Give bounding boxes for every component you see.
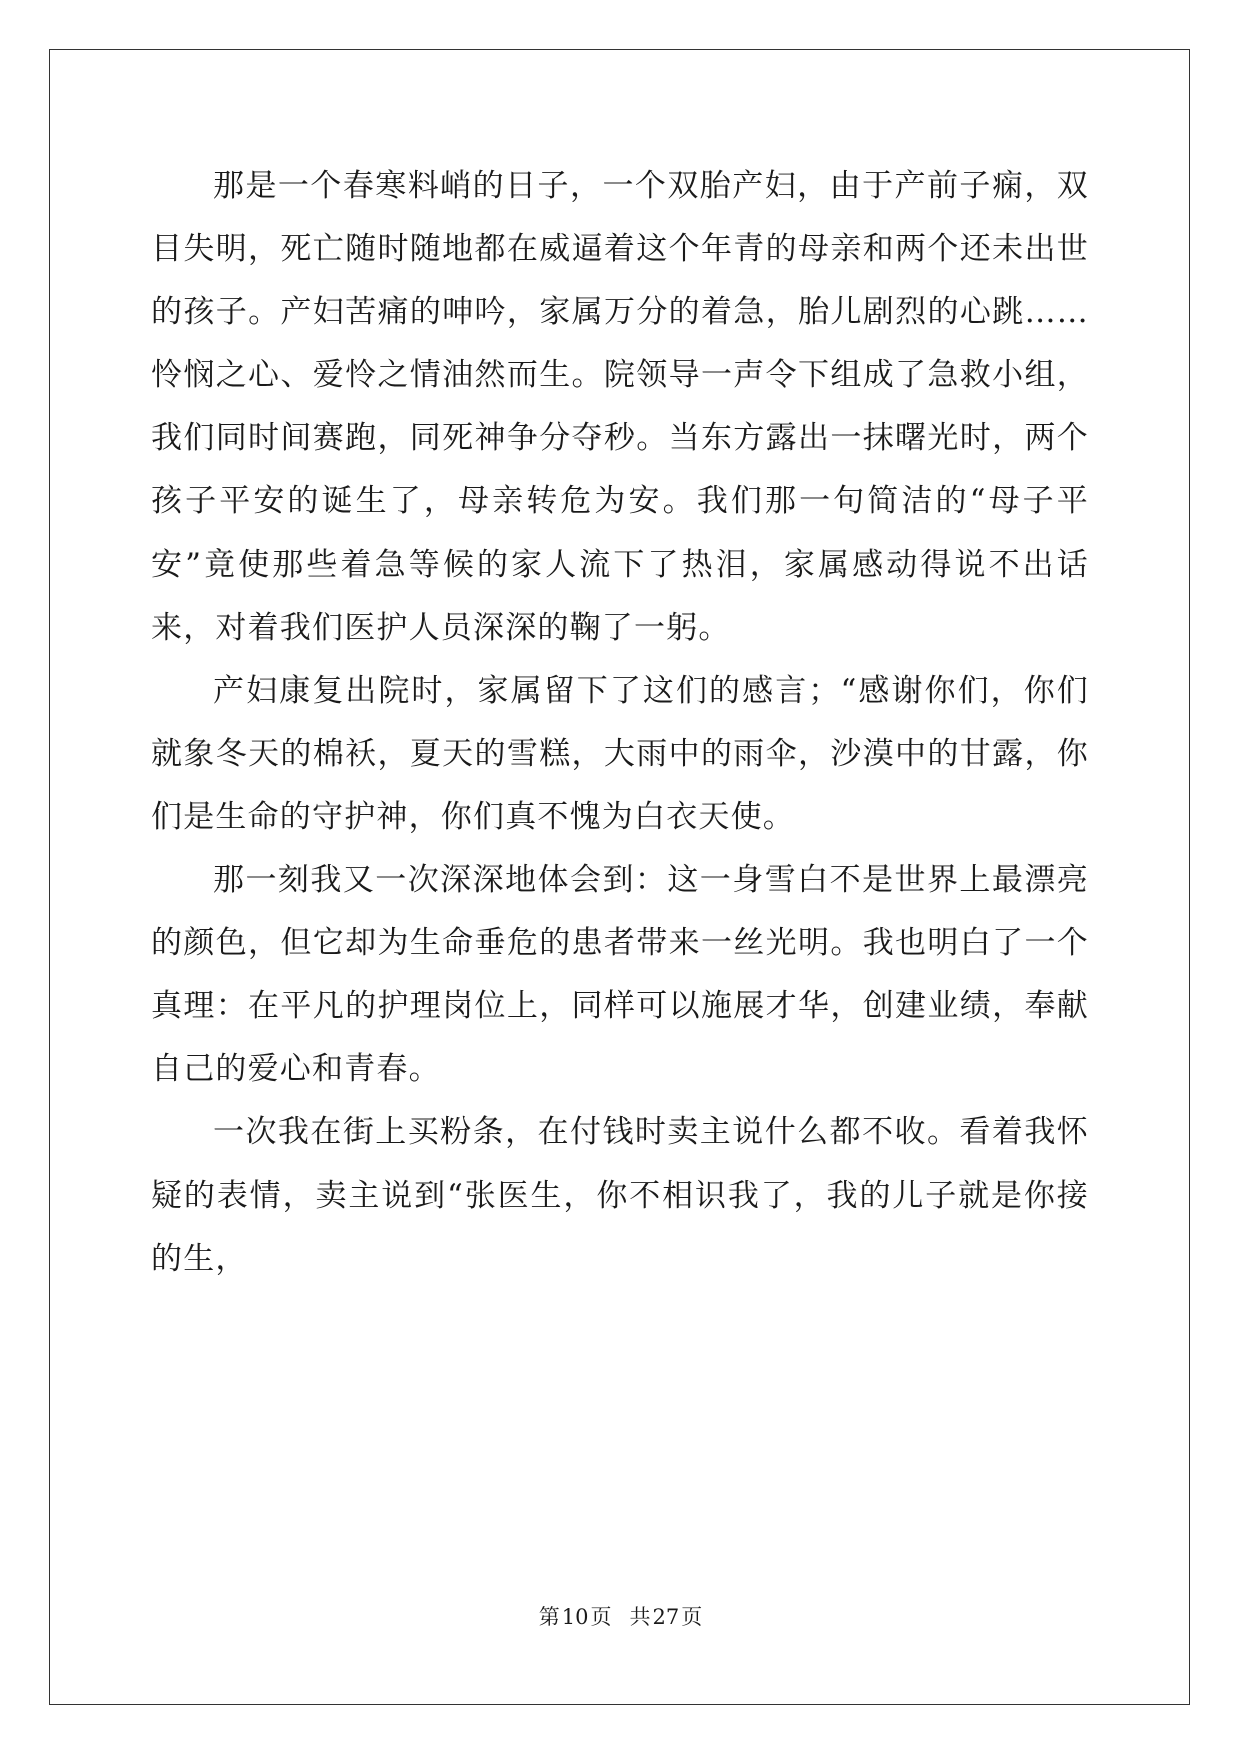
- paragraph-3: 那一刻我又一次深深地体会到：这一身雪白不是世界上最漂亮的颜色，但它却为生命垂危的患者带来一丝光明。我也明白了一个真理：在平凡的护理岗位上，同样可以施展才华，创建业绩，奉献自己的爱心和青春。: [151, 862, 1089, 1088]
- total-prefix: 共: [629, 1605, 651, 1629]
- page-number: 10: [561, 1605, 589, 1629]
- paragraph-2: 产妇康复出院时，家属留下了这们的感言；“感谢你们，你们就象冬天的棉袄，夏天的雪糕，大雨中的雨伞，沙漠中的甘露，你们是生命的守护神，你们真不愧为白衣天使。: [151, 672, 1089, 835]
- total-suffix: 页: [681, 1605, 703, 1629]
- page-suffix: 页: [590, 1605, 612, 1629]
- page-prefix: 第: [538, 1605, 560, 1629]
- total-pages: 27: [652, 1605, 680, 1629]
- document-body: [151, 155, 1089, 1291]
- paragraph-4: 一次我在街上买粉条，在付钱时卖主说什么都不收。看着我怀疑的表情，卖主说到“张医生，你不相识我了，我的儿子就是你接的生，: [151, 1114, 1089, 1277]
- page-footer: [0, 1604, 1241, 1630]
- paragraph-1: 那是一个春寒料峭的日子，一个双胎产妇，由于产前子痫，双目失明，死亡随时随地都在威逼着这个年青的母亲和两个还未出世的孩子。产妇苦痛的呻吟，家属万分的着急，胎儿剧烈的心跳……怜悯之心、爱怜之情油然而生。院领导一声令下组成了急救小组，我们同时间赛跑，同死神争分夺秒。当东方露出一抹曙光时，两个孩子平安的诞生了，母亲转危为安。我们那一句简洁的“母子平安”竟使那些着急等候的家人流下了热泪，家属感动得说不出话来，对着我们医护人员深深的鞠了一躬。: [151, 168, 1089, 646]
